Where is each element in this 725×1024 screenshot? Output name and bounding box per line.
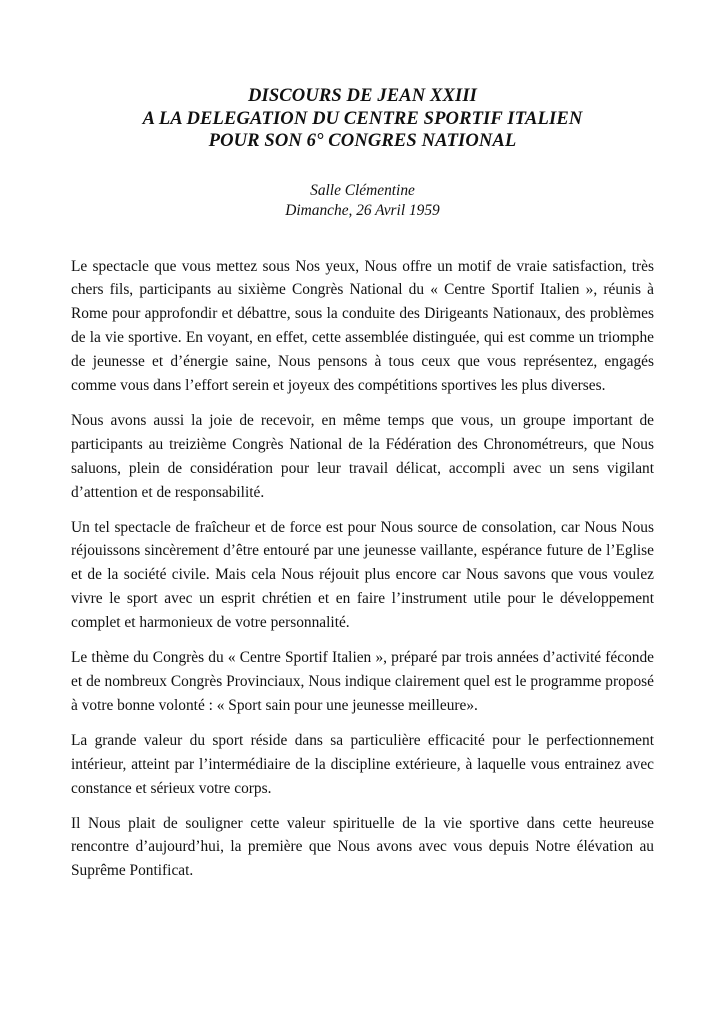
paragraph-1: Le spectacle que vous mettez sous Nos yeux, Nous offre un motif de vraie satisfaction, très chers fils, participants au sixième Congrès National du « Centre Sportif Italien », réunis à Rome pour approfondir et débattre, sous la conduite des Dirigeants Nationaux, des problèmes de la vie sportive. En voyant, en effet, cette assemblée distinguée, qui est comme un triomphe de jeunesse et d’énergie saine, Nous pensons à tous ceux que vous représentez, engagés comme vous dans l’effort serein et joyeux des compétitions sportives les plus diverses. [71, 257, 654, 395]
title-line-2: A LA DELEGATION DU CENTRE SPORTIF ITALIEN [142, 107, 583, 129]
document-subtitle [71, 181, 654, 222]
title-line-1: DISCOURS DE JEAN XXIII [247, 85, 478, 106]
date-line: Dimanche, 26 Avril 1959 [285, 202, 440, 219]
paragraph-2: Nous avons aussi la joie de recevoir, en même temps que vous, un groupe important de participants au treizième Congrès National de la Fédération des Chronométreurs, que Nous saluons, plein de considération pour leur travail délicat, accompli avec un sens vigilant d’attention et de responsabilité. [71, 411, 654, 501]
document-title [71, 0, 654, 153]
paragraph-6: Il Nous plait de souligner cette valeur spirituelle de la vie sportive dans cette heureuse rencontre d’aujourd’hui, la première que Nous avons avec vous depuis Notre élévation au Suprême Pontificat. [71, 814, 654, 880]
paragraph-3: Un tel spectacle de fraîcheur et de force est pour Nous source de consolation, car Nous Nous réjouissons sincèrement d’être entouré par une jeunesse vaillante, espérance future de l’Eglise et de la société civile. Mais cela Nous réjouit plus encore car Nous savons que vous voulez vivre le sport avec un esprit chrétien et en faire l’instrument utile pour le développement complet et harmonieux de votre personnalité. [71, 518, 654, 632]
document-body [71, 255, 654, 884]
paragraph-5: La grande valeur du sport réside dans sa particulière efficacité pour le perfectionnement intérieur, atteint par l’intermédiaire de la discipline extérieure, à laquelle vous entrainez avec constance et sérieux votre corps. [71, 731, 654, 797]
place-line: Salle Clémentine [310, 181, 415, 199]
paragraph-4: Le thème du Congrès du « Centre Sportif Italien », préparé par trois années d’activité féconde et de nombreux Congrès Provinciaux, Nous indique clairement quel est le programme proposé à votre bonne volonté : « Sport sain pour une jeunesse meilleure». [71, 649, 654, 714]
title-line-3: POUR SON 6° CONGRES NATIONAL [208, 130, 517, 151]
